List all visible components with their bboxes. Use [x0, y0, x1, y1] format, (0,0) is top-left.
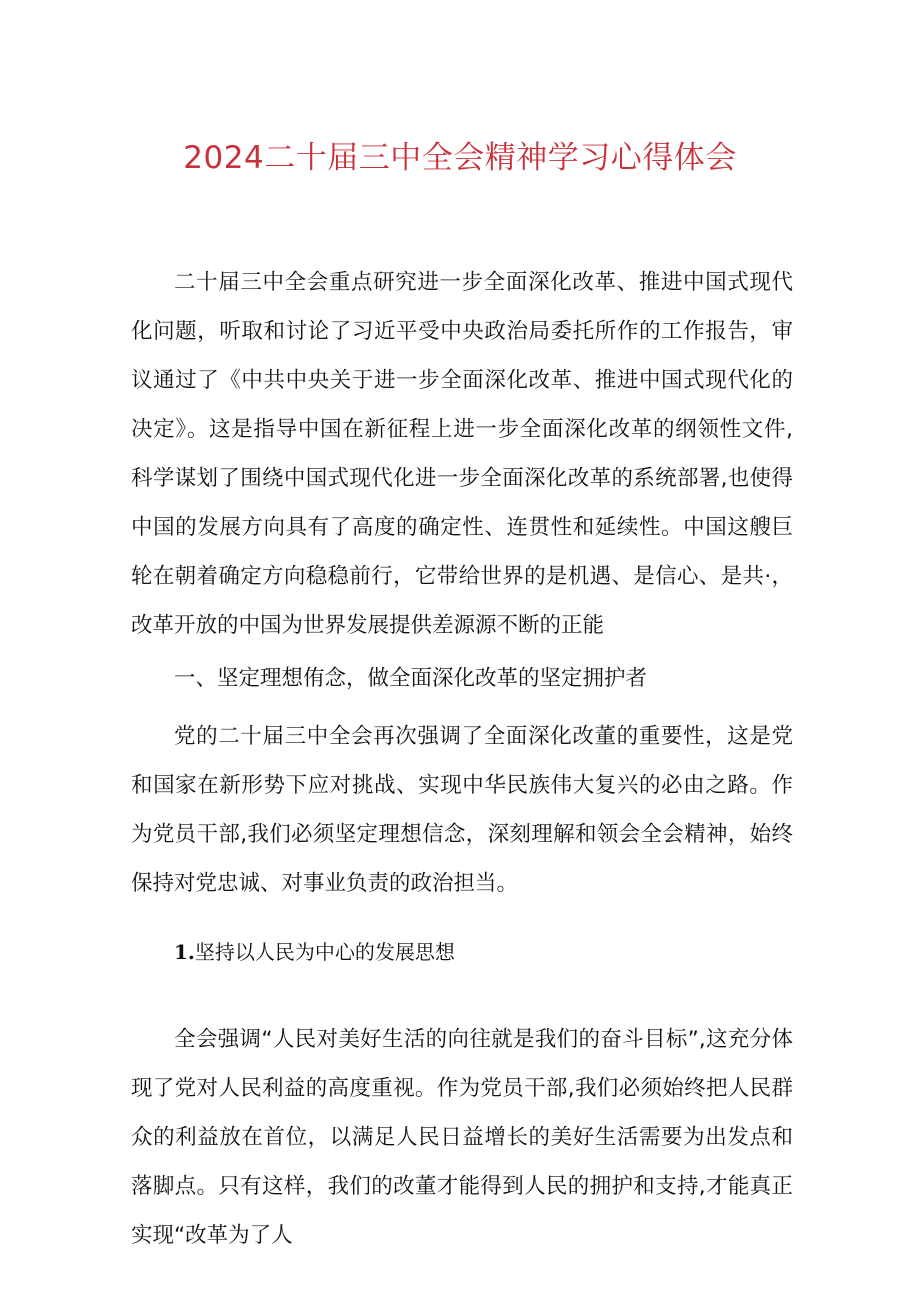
intro-paragraph: 二十届三中全会重点研究进一步全面深化改革、推进中国式现代化问题，听取和讨论了习近平受中央政治局委托所作的工作报告，审议通过了《中共中央关于进一步全面深化改革、推进中国式现代化的决定》。这是指导中国在新征程上进一步全面深化改革的纲领性文件,科学谋划了围绕中国式现代化进一步全面深化改革的系统部署,也使得中国的发展方向具有了高度的确定性、连贯性和延续性。中国这艘巨轮在朝着确定方向稳稳前行，它带给世界的是机遇、是信心、是共·，改革开放的中国为世界发展提供差源源不断的正能: [131, 270, 793, 638]
section-heading-1: 一、坚定理想侑念，做全面深化改革的坚定拥护者: [174, 666, 648, 691]
subsection-heading-1: [131, 928, 793, 977]
subsection-number: 1.: [174, 940, 195, 964]
section-1-paragraph: 党的二十届三中全会再次强调了全面深化改董的重要性，这是党和国家在新形势下应对挑战、实现中华民族伟大复兴的必由之路。作为党员干部,我们必须坚定理想信念，深刻理解和领会全会精神，始终保持对党忠诚、对事业负责的政治担当。: [131, 724, 793, 896]
subsection-heading-text: 坚持以人民为中心的发展思想: [194, 940, 455, 964]
subsection-1-paragraph: 全会强调“人民对美好生活的向往就是我们的奋斗目标”,这充分体现了党对人民利益的高度重视。作为党员干部,我们必须始终把人民群众的利益放在首位，以满足人民日益增长的美好生活需要为出发点和落脚点。只有这样，我们的改董才能得到人民的拥护和支持,才能真正实现“改革为了人: [131, 1027, 793, 1248]
document-title: 2024二十届三中全会精神学习心得体会: [183, 140, 737, 176]
